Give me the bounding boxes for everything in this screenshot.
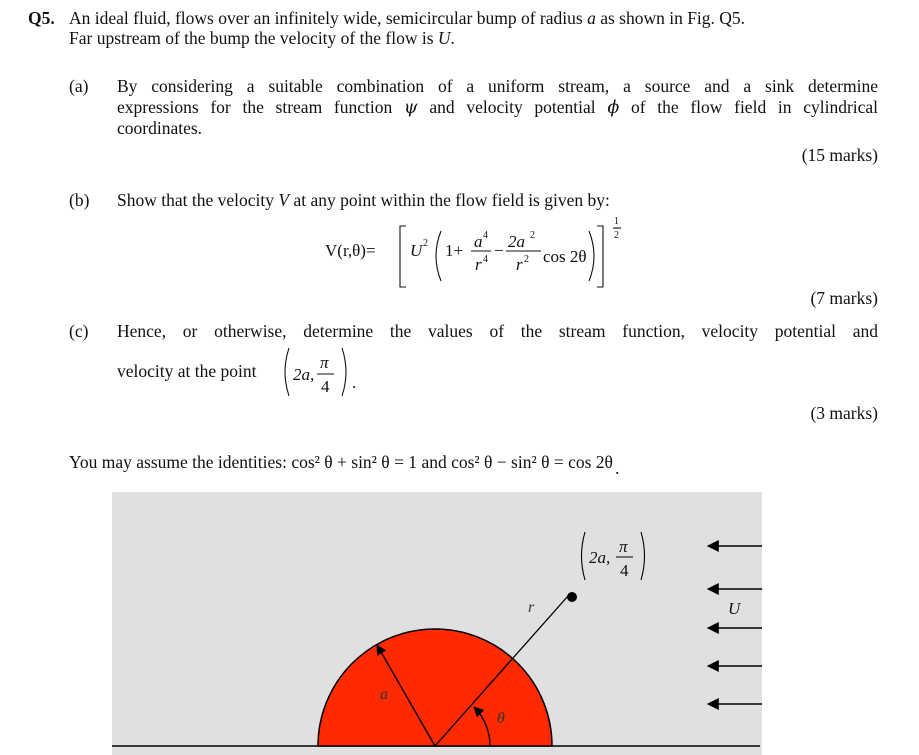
- point-end: .: [352, 373, 357, 392]
- eq-frac1-den: r: [475, 255, 482, 274]
- point-first: 2a,: [293, 365, 315, 384]
- part-b-var-V: V: [278, 190, 290, 210]
- eq-minus: −: [494, 241, 504, 260]
- part-a-line-1: By considering a suitable combination of a uniform stream, a source and a sink determine: [117, 76, 878, 96]
- part-a-line-3: coordinates.: [117, 118, 203, 138]
- part-c-line-1: Hence, or otherwise, determine the values of the stream function, velocity potential and: [117, 321, 878, 341]
- identities-dot: .: [614, 458, 620, 478]
- eq-exp-num: 1: [614, 216, 619, 227]
- eq-frac1-den-exp: 4: [483, 254, 488, 265]
- eq-exp-den: 2: [614, 230, 619, 241]
- eq-frac2-num: 2a: [508, 232, 525, 251]
- identities-text: You may assume the identities:: [69, 452, 287, 472]
- point-marker: [567, 592, 577, 602]
- fig-point-den: 4: [620, 561, 629, 580]
- identity-2: cos² θ − sin² θ = cos 2θ: [451, 452, 613, 472]
- part-c-label: (c): [69, 321, 89, 341]
- intro-text: as shown in Fig. Q5.: [600, 8, 746, 28]
- fig-point-num: π: [619, 537, 628, 556]
- intro-var-U: U: [437, 28, 451, 48]
- psi-symbol: ψ: [403, 98, 418, 118]
- fig-point-first: 2a,: [589, 548, 611, 567]
- point-num: π: [320, 353, 329, 372]
- eq-cos: cos 2θ: [543, 247, 587, 266]
- part-b-marks: (7 marks): [810, 288, 878, 308]
- identities-and: and: [421, 452, 447, 472]
- part-a-text: and velocity potential: [429, 97, 596, 117]
- part-b-label: (b): [69, 190, 90, 210]
- label-r: r: [528, 599, 535, 616]
- part-b-text-a: Show that the velocity: [117, 190, 274, 210]
- eq-lhs: V(r,θ)=: [325, 241, 376, 260]
- label-theta: θ: [497, 710, 505, 727]
- eq-frac2-den-exp: 2: [524, 254, 529, 265]
- eq-frac1-num-exp: 4: [483, 230, 488, 241]
- part-a-text: of the flow field in cylindrical: [630, 97, 879, 117]
- phi-symbol: ϕ: [607, 98, 620, 118]
- part-b-text-b: at any point within the flow field is given by:: [293, 190, 610, 210]
- eq-U: U: [410, 241, 423, 260]
- intro-var-a: a: [587, 8, 596, 28]
- part-a-text: expressions for the stream function: [117, 97, 393, 117]
- intro-text: An ideal fluid, flows over an infinitely wide, semicircular bump of radius: [69, 8, 583, 28]
- label-a: a: [380, 686, 388, 703]
- eq-U-exp: 2: [423, 238, 428, 249]
- identity-1: cos² θ + sin² θ = 1: [291, 452, 418, 472]
- part-c-marks: (3 marks): [810, 403, 878, 423]
- intro-text: Far upstream of the bump the velocity of the flow is: [69, 28, 434, 48]
- point-den: 4: [321, 377, 330, 396]
- intro-period: .: [450, 28, 455, 48]
- part-a-marks: (15 marks): [801, 145, 878, 165]
- part-a-label: (a): [69, 76, 89, 96]
- eq-one-plus: 1+: [445, 241, 464, 260]
- eq-frac2-num-exp: 2: [530, 230, 535, 241]
- question-number: Q5.: [28, 8, 55, 28]
- part-c-line-2: velocity at the point: [117, 361, 257, 381]
- eq-frac2-den: r: [516, 255, 523, 274]
- eq-frac1-num: a: [474, 232, 483, 251]
- label-U: U: [728, 599, 741, 618]
